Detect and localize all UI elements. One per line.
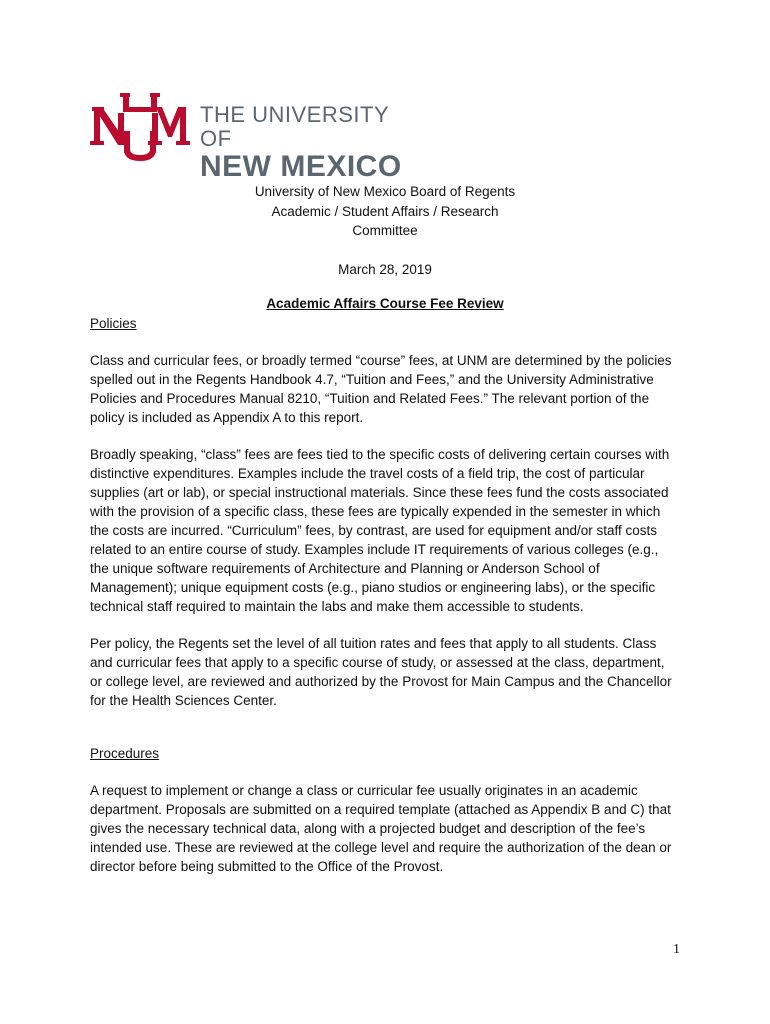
header-line-2: Academic / Student Affairs / Research — [271, 203, 499, 219]
logo-wordmark — [200, 103, 410, 183]
unm-logo-mark-icon — [90, 93, 190, 163]
page-number: 1 — [673, 942, 680, 957]
unm-logo — [90, 93, 410, 183]
header-date: March 28, 2019 — [338, 261, 432, 277]
header-line-1: University of New Mexico Board of Regents — [254, 184, 516, 199]
header-line-3: Committee — [352, 223, 418, 238]
section-title: Academic Affairs Course Fee Review — [266, 296, 504, 311]
procedures-heading: Procedures — [90, 746, 160, 761]
policies-paragraph-1: Class and curricular fees, or broadly termed “course” fees, at UNM are determined by the policies spelled out in the Regents Handbook 4.7, “Tuition and Fees,” and the University Administrative Policies and Procedures Manual 8210, “Tuition and Related Fees.” The relevant portion of the policy is included as Appendix A to this report. — [90, 353, 672, 425]
policies-heading: Policies — [90, 316, 137, 331]
logo-line-1: THE UNIVERSITY OF — [200, 102, 389, 151]
policies-paragraph-2: Broadly speaking, “class” fees are fees tied to the specific costs of delivering certain courses with distinctive expenditures. Examples include the travel costs of a field trip, the cost of particular supplies (art or lab), or special instructional materials. Since these fees fund the costs associated with the provision of a specific class, these fees are typically expended in the semester in which the costs are incurred. “Curriculum” fees, by contrast, are used for equipment and/or staff costs related to an entire course of study. Examples include IT requirements of various colleges (e.g., the unique software requirements of Architecture and Planning or Anderson School of Management); unique equipment costs (e.g., piano studios or engineering labs), or the specific technical staff required to maintain the labs and make them accessible to students. — [90, 447, 670, 614]
procedures-paragraph-1: A request to implement or change a class or curricular fee usually originates in an academic department. Proposals are submitted on a required template (attached as Appendix B and C) that gives the necessary technical data, along with a projected budget and description of the fee’s intended use. These are reviewed at the college level and require the authorization of the dean or director before being submitted to the Office of the Provost. — [90, 783, 672, 874]
document-body — [90, 314, 680, 894]
policies-paragraph-3: Per policy, the Regents set the level of all tuition rates and fees that apply to all students. Class and curricular fees that apply to a specific course of study, or assessed at the class, department, or college level, are reviewed and authorized by the Provost for Main Campus and the Chancellor for the Health Sciences Center. — [90, 636, 672, 708]
document-header — [0, 182, 770, 279]
logo-line-2: NEW MEXICO — [200, 150, 402, 183]
